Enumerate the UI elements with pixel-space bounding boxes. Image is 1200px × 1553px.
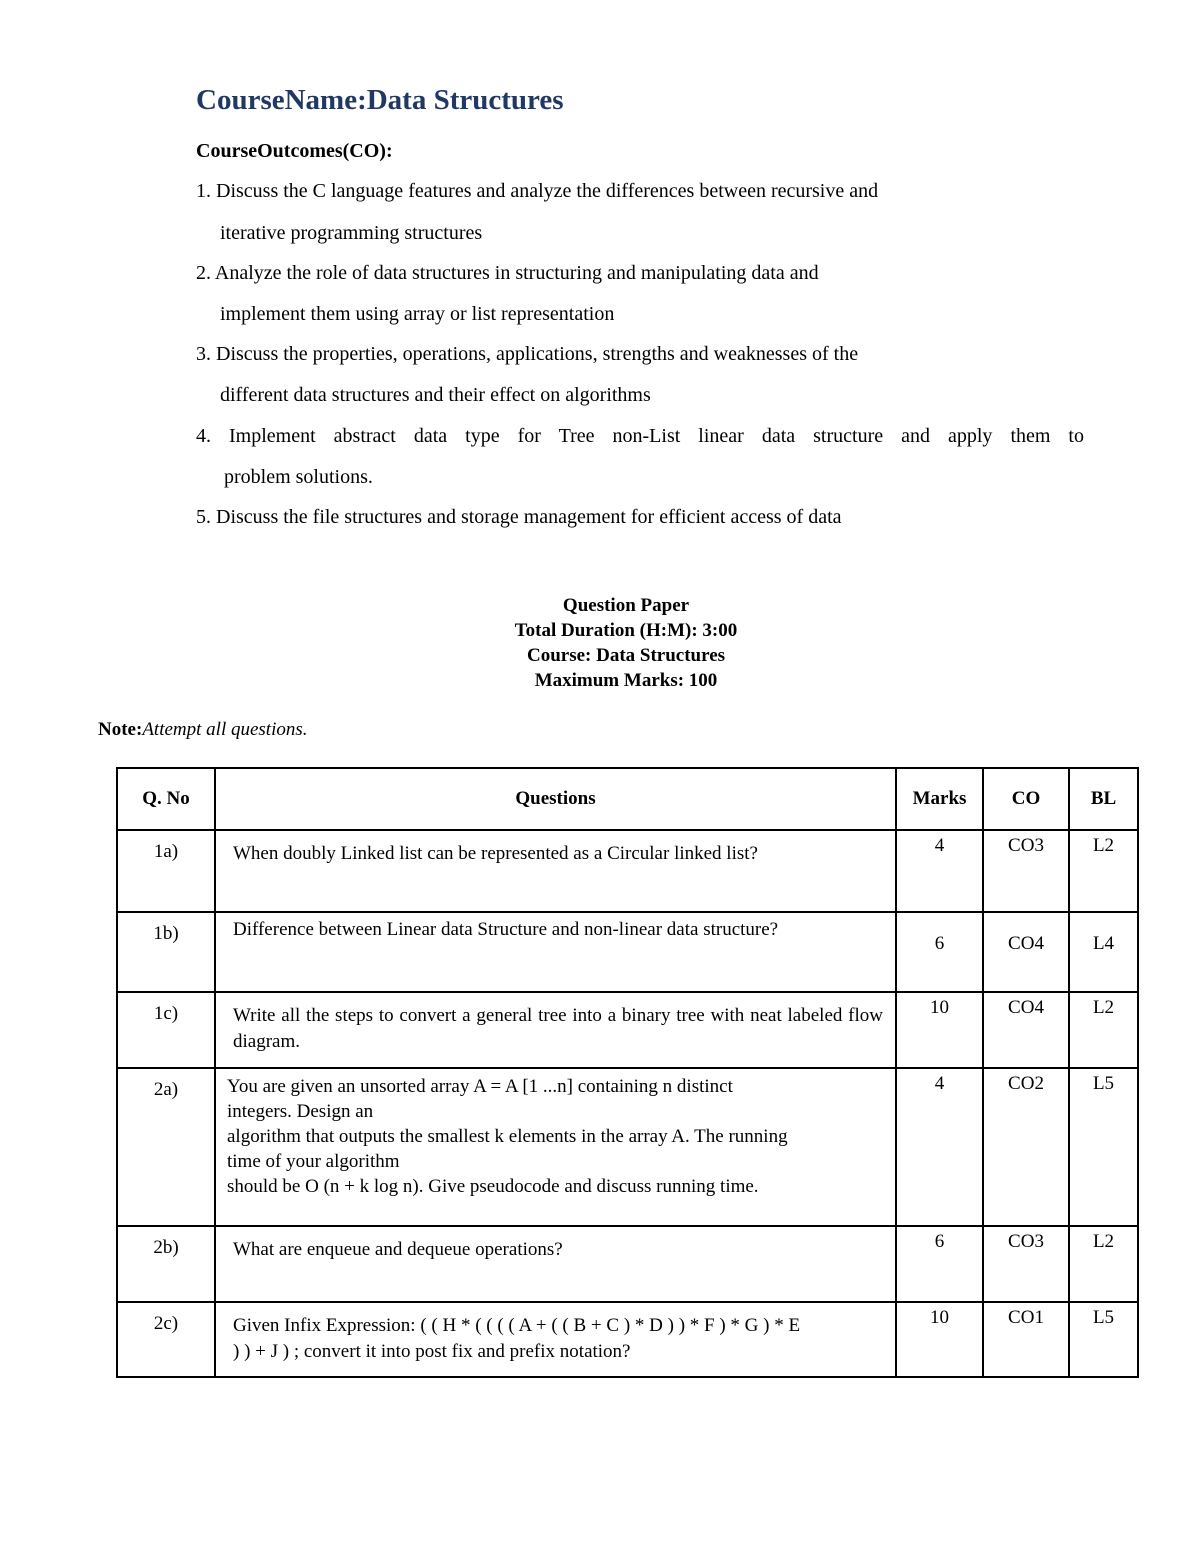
note-text: Attempt all questions. [142, 719, 308, 740]
row-co: CO3 [983, 1226, 1069, 1302]
table-row [117, 992, 1138, 1068]
row-question: What are enqueue and dequeue operations? [215, 1226, 896, 1302]
table-row [117, 1068, 1138, 1226]
row-question: Write all the steps to convert a general tree into a binary tree with neat labeled flow diagram. [215, 992, 896, 1068]
paper-duration: Total Duration (H:M): 3:00 [514, 620, 738, 641]
table-header-row [117, 768, 1138, 830]
header-co: CO [983, 768, 1069, 830]
table-row [117, 1226, 1138, 1302]
outcome-2-line1: 2. Analyze the role of data structures in structuring and manipulating data and [196, 262, 819, 284]
row-qno: 1c) [117, 992, 215, 1068]
header-bl: BL [1069, 768, 1138, 830]
course-title: CourseName:Data Structures [196, 84, 564, 116]
row-bl: L2 [1069, 830, 1138, 912]
question-table [116, 767, 1139, 1378]
row-co: CO2 [983, 1068, 1069, 1226]
question-line: should be O (n + k log n). Give pseudocode and discuss running time. [227, 1176, 759, 1197]
paper-course: Course: Data Structures [526, 645, 726, 666]
row-marks: 4 [896, 830, 983, 912]
question-line: time of your algorithm [227, 1151, 400, 1172]
row-marks: 10 [896, 1302, 983, 1377]
row-co: CO1 [983, 1302, 1069, 1377]
row-qno: 2c) [117, 1302, 215, 1377]
question-line: You are given an unsorted array A = A [1 ...n] containing n distinct [227, 1076, 733, 1097]
note-label: Note: [98, 719, 143, 740]
row-bl: L4 [1069, 912, 1138, 992]
paper-max-marks: Maximum Marks: 100 [534, 670, 718, 691]
row-co: CO4 [983, 912, 1069, 992]
question-line: ) ) + J ) ; convert it into post fix and prefix notation? [233, 1341, 631, 1362]
question-line: algorithm that outputs the smallest k elements in the array A. The running [227, 1126, 788, 1147]
row-bl: L5 [1069, 1068, 1138, 1226]
question-line: integers. Design an [227, 1101, 374, 1122]
header-qno: Q. No [117, 768, 215, 830]
row-question: When doubly Linked list can be represented as a Circular linked list? [215, 830, 896, 912]
row-question [215, 1302, 896, 1377]
row-qno: 1b) [117, 912, 215, 992]
paper-title: Question Paper [562, 595, 690, 616]
row-bl: L5 [1069, 1302, 1138, 1377]
header-marks: Marks [896, 768, 983, 830]
outcome-5-line1: 5. Discuss the file structures and storage management for efficient access of data [196, 506, 842, 528]
outcome-1-line2: iterative programming structures [220, 222, 483, 244]
row-co: CO3 [983, 830, 1069, 912]
outcome-4-line2: problem solutions. [224, 466, 373, 488]
row-question [215, 1068, 896, 1226]
row-marks: 6 [896, 1226, 983, 1302]
table-row [117, 830, 1138, 912]
table-row [117, 912, 1138, 992]
outcome-2-line2: implement them using array or list representation [220, 303, 615, 325]
outcome-3-line2: different data structures and their effect on algorithms [220, 384, 651, 406]
outcome-1-line1: 1. Discuss the C language features and analyze the differences between recursive and [196, 180, 879, 202]
table-row [117, 1302, 1138, 1377]
outcome-4-line1: 4. Implement abstract data type for Tree non-List linear data structure and apply them to [196, 425, 1084, 447]
row-marks: 6 [896, 912, 983, 992]
outcomes-heading: CourseOutcomes(CO): [196, 140, 393, 162]
row-qno: 2b) [117, 1226, 215, 1302]
row-marks: 10 [896, 992, 983, 1068]
row-qno: 2a) [117, 1068, 215, 1226]
row-bl: L2 [1069, 1226, 1138, 1302]
header-questions: Questions [215, 768, 896, 830]
row-qno: 1a) [117, 830, 215, 912]
row-question: Difference between Linear data Structure and non-linear data structure? [215, 912, 896, 992]
row-marks: 4 [896, 1068, 983, 1226]
row-co: CO4 [983, 992, 1069, 1068]
note [98, 719, 308, 741]
outcome-3-line1: 3. Discuss the properties, operations, applications, strengths and weaknesses of the [196, 343, 859, 365]
row-bl: L2 [1069, 992, 1138, 1068]
question-line: Given Infix Expression: ( ( H * ( ( ( ( A + ( ( B + C ) * D ) ) * F ) * G ) * E [233, 1315, 801, 1336]
